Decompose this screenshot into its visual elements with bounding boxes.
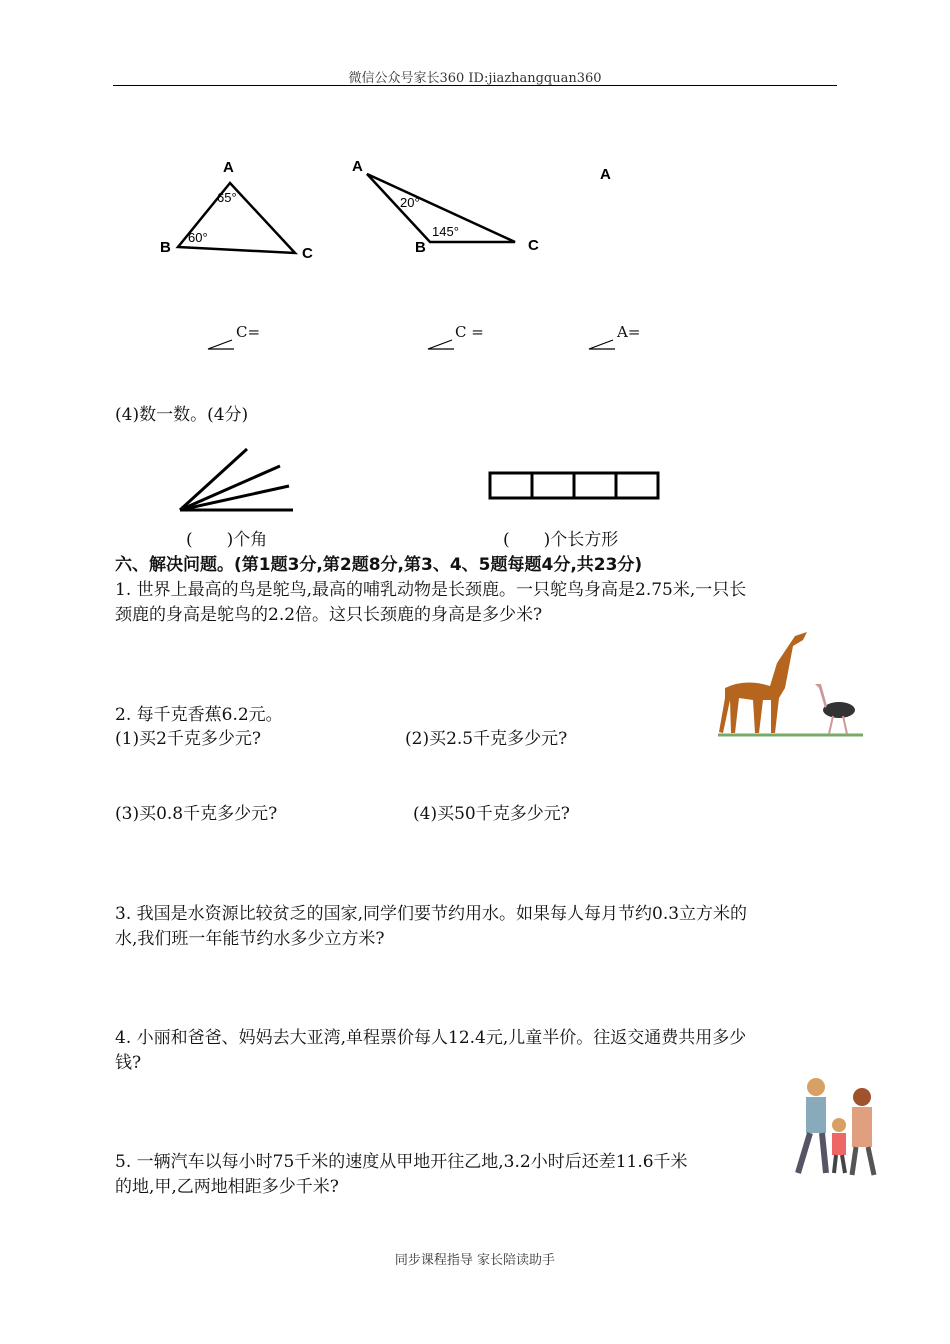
rect-answer: ( )个长方形 [503, 530, 619, 550]
rectangles-figure [487, 470, 662, 502]
rays-figure [175, 445, 295, 515]
triangle-1 [150, 150, 330, 270]
q1-line2: 颈鹿的身高是鸵鸟的2.2倍。这只长颈鹿的身高是多少米? [115, 605, 543, 625]
label-b: B [415, 239, 426, 256]
label-a: A [352, 158, 363, 175]
q1-line1: 1. 世界上最高的鸟是鸵鸟,最高的哺乳动物是长颈鹿。一只鸵鸟身高是2.75米,一只长 [115, 580, 747, 600]
answer-2: C = [455, 323, 484, 341]
answer-3: A= [617, 323, 641, 341]
section-title: 六、解决问题。(第1题3分,第2题8分,第3、4、5题每题4分,共23分) [115, 555, 643, 575]
count-title: (4)数一数。(4分) [115, 405, 249, 425]
answer-1: C= [236, 323, 261, 341]
giraffe-ostrich-image [715, 628, 865, 740]
svg-text:A: A [600, 166, 611, 183]
q5-line1: 5. 一辆汽车以每小时75千米的速度从甲地开往乙地,3.2小时后还差11.6千米 [115, 1152, 688, 1172]
q2-c: (3)买0.8千克多少元? [115, 804, 278, 824]
header-rule [113, 85, 837, 86]
label-b: B [160, 239, 171, 256]
angle-b: 60° [188, 230, 208, 245]
angle-symbol-icon [426, 338, 456, 352]
q3-line1: 3. 我国是水资源比较贫乏的国家,同学们要节约用水。如果每人每月节约0.3立方米的 [115, 904, 748, 924]
label-a: A [223, 159, 234, 176]
triangle-2 [345, 150, 555, 260]
label-c: C [528, 237, 539, 254]
q5-line2: 的地,甲,乙两地相距多少千米? [115, 1177, 339, 1197]
angle-a: 20° [400, 195, 420, 210]
q2-stem: 2. 每千克香蕉6.2元。 [115, 705, 283, 725]
triangle-3-label [595, 160, 625, 185]
q2-a: (1)买2千克多少元? [115, 729, 262, 749]
label-c: C [302, 245, 313, 262]
page-header: 微信公众号家长360 ID:jiazhangquan360 [348, 71, 602, 86]
angle-a: 65° [217, 190, 237, 205]
q2-d: (4)买50千克多少元? [413, 804, 570, 824]
angle-b: 145° [432, 224, 459, 239]
family-image [778, 1075, 890, 1180]
q4-line1: 4. 小丽和爸爸、妈妈去大亚湾,单程票价每人12.4元,儿童半价。往返交通费共用多少 [115, 1028, 747, 1048]
q3-line2: 水,我们班一年能节约水多少立方米? [115, 929, 385, 949]
angle-symbol-icon [587, 338, 617, 352]
angles-answer: ( )个角 [186, 530, 268, 550]
q4-line2: 钱? [115, 1053, 142, 1073]
angle-symbol-icon [206, 338, 236, 352]
page-footer: 同步课程指导 家长陪读助手 [394, 1253, 556, 1268]
q2-b: (2)买2.5千克多少元? [405, 729, 568, 749]
